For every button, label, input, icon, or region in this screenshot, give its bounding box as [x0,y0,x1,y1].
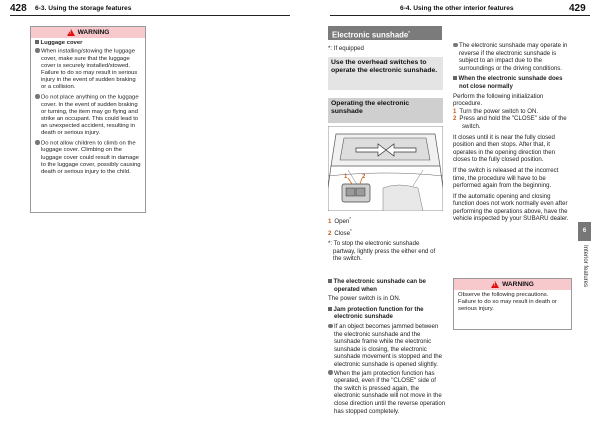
square-bullet-icon [453,76,457,80]
chapter-tab-label: Interior features [582,245,588,288]
square-bullet-icon [328,307,332,311]
sunshade-warning-box [453,278,572,330]
warning-bullet: Do not allow children to climb on the luggage cover. Climbing on the luggage cover could result in damage to the luggage cover, possibly causing death or serious injury to the child. [35,140,141,176]
warning-triangle-icon [67,29,75,36]
warning-label: WARNING [502,281,534,288]
chapter-tab: 6 [578,222,591,241]
warning-triangle-icon [491,281,499,288]
warning-line: Observe the following precautions. [458,292,549,298]
right-header-rule [330,15,590,16]
warning-bullet: Do not place anything on the luggage cover. In the event of sudden braking or turning, the item may go flying and strike an occupant. This could lead to an unexpected accident, resulting in death or serious injury. [35,94,141,137]
round-bullet-icon [35,94,40,99]
warning-label: WARNING [77,29,110,36]
luggage-warning-box [30,26,146,213]
round-bullet-icon [35,140,40,145]
illustration-label-2: 2 [362,174,366,180]
right-section-title: 6-4. Using the other interior features [400,5,514,12]
warning-bullet: When installing/stowing the luggage cover, make sure that the luggage cover is securely installed/stowed. Failure to do so may result in serious injury in the event of sudden braking or a collision. [35,48,141,91]
round-bullet-icon [328,324,333,329]
warning-header [31,27,145,38]
operating-heading: Operating the electronic sunshade [328,98,443,123]
illustration-label-1: 1 [344,174,348,180]
step-close: 2 Close* [328,228,352,238]
round-bullet-icon [328,370,333,375]
round-bullet-icon [453,43,458,48]
square-bullet-icon [35,40,39,44]
square-bullet-icon [328,279,332,283]
page-title: Electronic sunshade* [328,26,442,40]
left-section-title: 6-3. Using the storage features [35,5,132,12]
warning-line: Failure to do so may result in death or serious injury. [458,299,557,313]
sunshade-illustration [328,126,443,211]
stop-footnote: *: To stop the electronic sunshade partway, lightly press the either end of the switch. [328,240,436,263]
equipped-footnote: *: If equipped [328,45,364,52]
step-open: 1 Open* [328,216,352,226]
round-bullet-icon [35,48,40,53]
operated-when-section: The electronic sunshade can be operated when The power switch is in ON. Jam protection function for the electronic sunshade If an object becomes jammed between the electronic sunshade and the sunshade frame while the electronic sunshade is closing, the electronic sunshade movement is stopped and the electronic sunshade is opened slightly. When the jam protection function has operated, even if the "CLOSE" side of the switch is pressed again, the electronic sunshade will not move in the close direction until the reverse operation has stopped completely. [328,278,446,415]
warning-heading: Luggage cover [35,40,141,47]
warning-header [454,279,571,290]
left-header-rule [10,15,290,16]
summary-box: Use the overhead switches to operate the electronic sunshade. [328,57,443,90]
right-column: The electronic sunshade may operate in reverse if the electronic sunshade is subject to an impact due to the surroundings or the driving conditions. When the electronic sunshade does not close normally Perform the following initialization procedure. 1 Turn the power switch to ON. 2 Press and hold the "CLOSE" side of the switch. It closes until it is near the fully closed position and then stops. After that, it operates in the opening direction then closes to the fully closed position. If the switch is released at the incorrect time, the procedure will have to be performed again from the beginning. If the automatic opening and closing function does not work normally even after performing the operations above, have the vehicle inspected by your SUBARU dealer. [453,42,569,223]
right-page-number: 429 [569,3,586,14]
left-page-number: 428 [10,3,27,14]
